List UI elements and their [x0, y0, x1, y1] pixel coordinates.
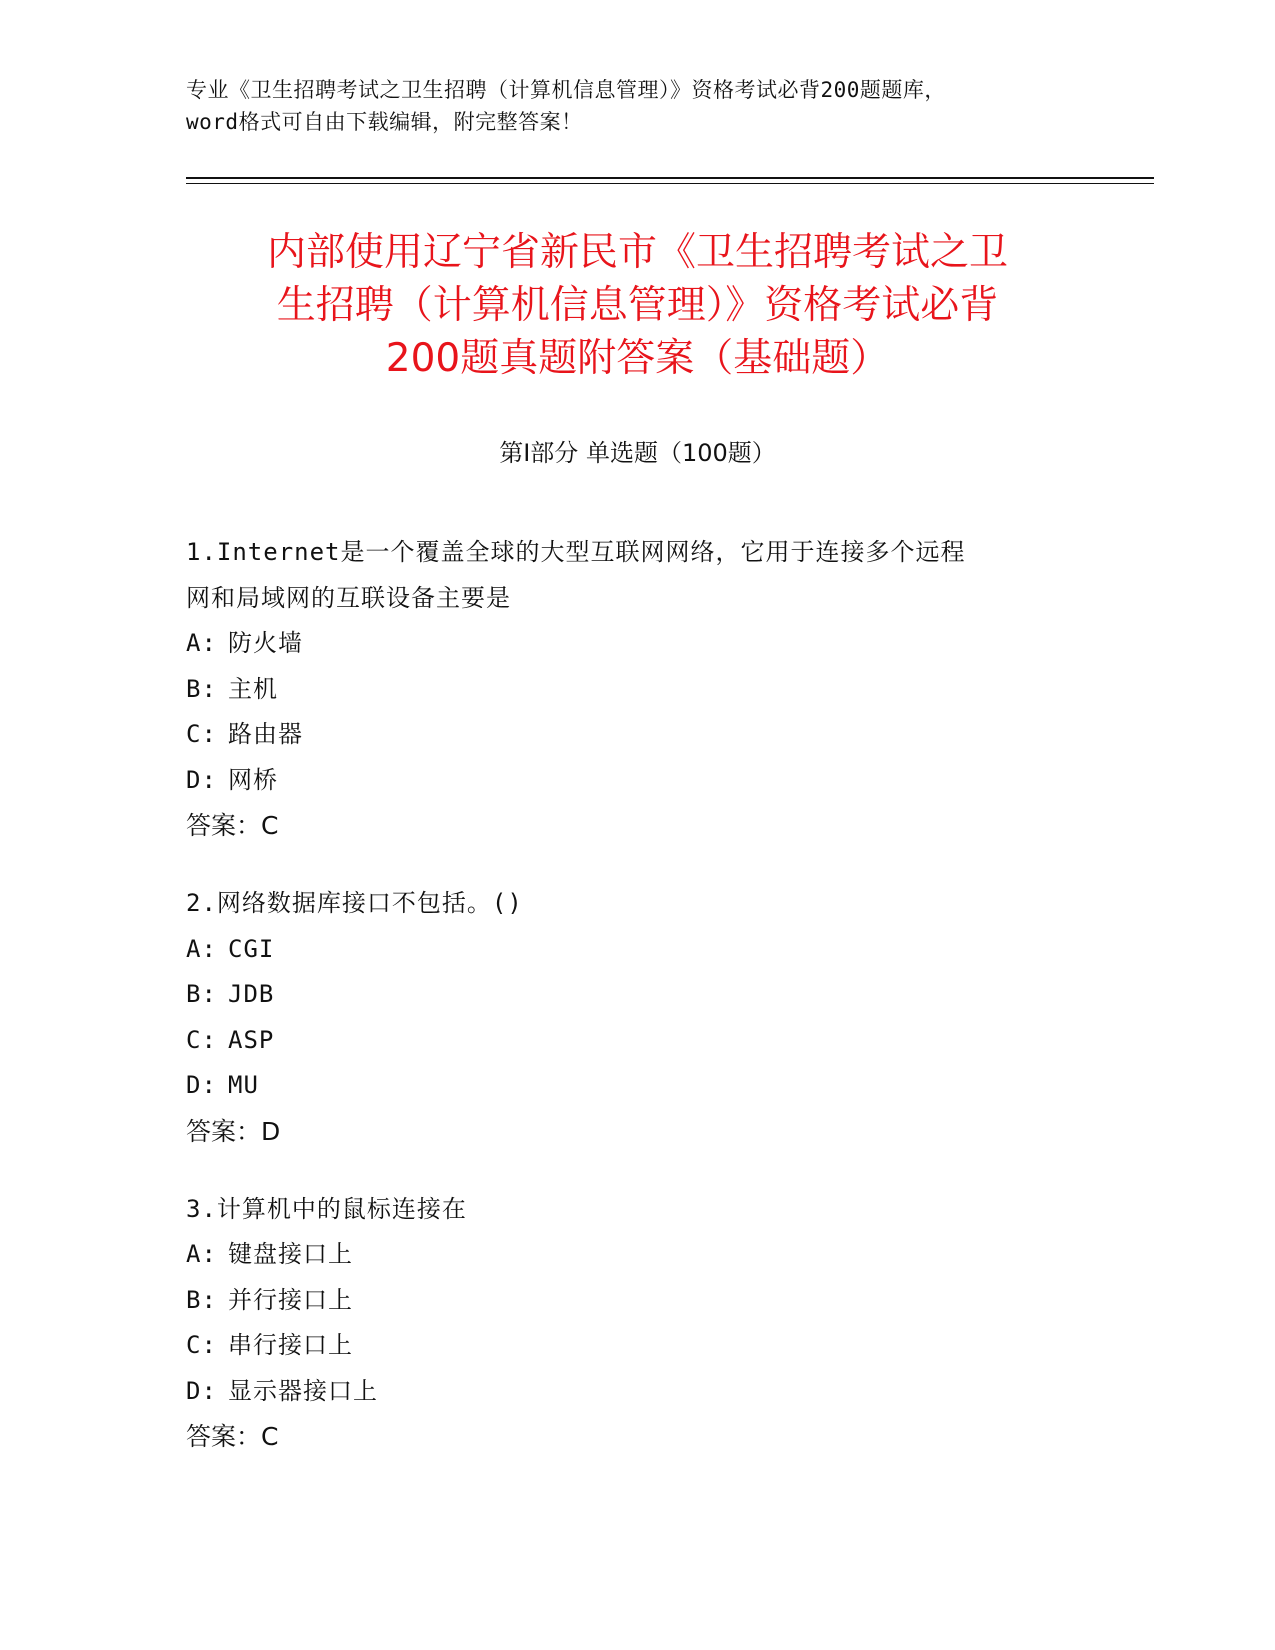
- option-text: CGI: [228, 934, 275, 963]
- option-key: C:: [186, 1025, 217, 1054]
- option-key: C:: [186, 720, 217, 748]
- header-note-line-1: 专业《卫生招聘考试之卫生招聘（计算机信息管理）》资格考试必背200题题库，: [186, 78, 946, 102]
- question-list: [186, 530, 1086, 1492]
- question-2-answer: 答案：D: [186, 1116, 281, 1146]
- option-key: B:: [186, 1285, 217, 1314]
- section-title: 第Ⅰ部分 单选题（100题）: [499, 439, 776, 467]
- question-2-option-d: [186, 1063, 1086, 1109]
- question-2-option-c: [186, 1018, 1086, 1064]
- option-text: 键盘接口上: [228, 1240, 353, 1268]
- option-key: A:: [186, 629, 217, 657]
- option-key: D:: [186, 1071, 217, 1099]
- question-3-option-c: [186, 1323, 1086, 1369]
- option-text: JDB: [228, 980, 275, 1008]
- question-1-answer: 答案：C: [186, 811, 279, 840]
- question-3-option-d: [186, 1369, 1086, 1415]
- question-2-text: 2.网络数据库接口不包括。(): [186, 889, 523, 917]
- question-3-text: 3.计算机中的鼠标连接在: [186, 1194, 467, 1223]
- option-key: D:: [186, 765, 217, 794]
- question-1-text-line-2: 网和局域网的互联设备主要是: [186, 583, 511, 612]
- option-key: B:: [186, 980, 217, 1008]
- option-text: ASP: [228, 1025, 275, 1054]
- option-key: A:: [186, 934, 217, 963]
- question-3-option-b: [186, 1278, 1086, 1324]
- document-title-line-2: 生招聘（计算机信息管理）》资格考试必背: [276, 283, 999, 328]
- header-divider-thin: [186, 183, 1154, 184]
- document-title: [170, 226, 1105, 385]
- option-key: D:: [186, 1376, 217, 1405]
- option-key: B:: [186, 674, 217, 703]
- question-3: [186, 1187, 1086, 1461]
- option-text: 防火墙: [228, 629, 303, 657]
- document-title-line-1: 内部使用辽宁省新民市《卫生招聘考试之卫: [266, 230, 1008, 275]
- option-text: 串行接口上: [228, 1331, 353, 1359]
- header-divider-thick: [186, 177, 1154, 179]
- question-1-option-b: [186, 667, 1086, 713]
- question-3-answer: 答案：C: [186, 1422, 279, 1451]
- document-title-line-3: 200题真题附答案（基础题）: [385, 336, 890, 381]
- question-1-option-a: [186, 621, 1086, 667]
- option-text: 网桥: [228, 765, 278, 794]
- question-1: [186, 530, 1086, 849]
- option-text: 显示器接口上: [228, 1376, 378, 1405]
- option-text: MU: [228, 1071, 259, 1099]
- option-text: 并行接口上: [228, 1285, 353, 1314]
- option-key: A:: [186, 1240, 217, 1268]
- header-note: [186, 74, 1086, 138]
- question-2-option-b: [186, 972, 1086, 1018]
- question-2: [186, 881, 1086, 1155]
- question-1-option-d: [186, 758, 1086, 804]
- option-key: C:: [186, 1331, 217, 1359]
- question-3-option-a: [186, 1232, 1086, 1278]
- option-text: 主机: [228, 674, 278, 703]
- question-1-text-line-1: 1.Internet是一个覆盖全球的大型互联网网络，它用于连接多个远程: [186, 538, 966, 566]
- header-note-line-2: word格式可自由下载编辑，附完整答案！: [186, 110, 583, 134]
- question-2-option-a: [186, 927, 1086, 973]
- question-1-option-c: [186, 712, 1086, 758]
- option-text: 路由器: [228, 720, 303, 748]
